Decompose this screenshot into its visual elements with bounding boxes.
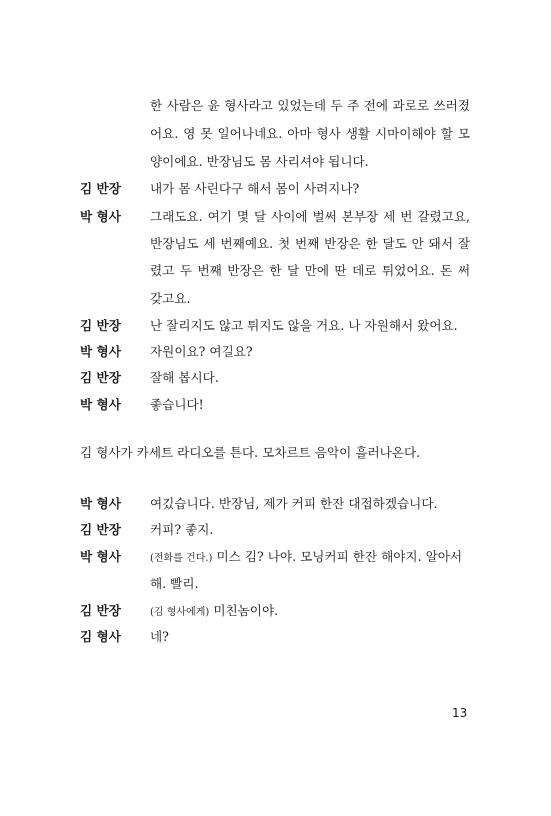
speaker-name: 김 반장 <box>80 370 121 385</box>
dialogue-line: 양이에요. 반장님도 몸 사리셔야 됩니다. <box>150 154 369 169</box>
stage-direction: 김 형사가 카세트 라디오를 튼다. 모차르트 음악이 흘러나온다. <box>80 445 421 460</box>
stage-direction-inline: (김 형사에게) <box>150 607 210 618</box>
dialogue-line: 어요. 영 못 일어나네요. 아마 형사 생활 시마이해야 할 모 <box>150 126 470 141</box>
speaker-name: 김 반장 <box>80 522 121 537</box>
stage-direction-inline: (전화를 건다.) <box>150 553 213 564</box>
dialogue-line <box>150 549 470 567</box>
dialogue-line: 커피? 좋지. <box>150 522 214 537</box>
speaker-name: 박 형사 <box>80 397 121 412</box>
speaker-name: 김 반장 <box>80 318 121 333</box>
dialogue-line <box>150 603 470 621</box>
speaker-name: 박 형사 <box>80 549 121 564</box>
speaker-name: 박 형사 <box>80 209 121 224</box>
speaker-name: 박 형사 <box>80 344 121 359</box>
dialogue-line: 잘해 봅시다. <box>150 370 219 385</box>
dialogue-line: 난 잘리지도 않고 튀지도 않을 거요. 나 자원해서 왔어요. <box>150 318 458 333</box>
speaker-name: 김 반장 <box>80 603 121 618</box>
dialogue-line: 갖고요. <box>150 291 191 306</box>
dialogue-line: 좋습니다! <box>150 397 204 412</box>
dialogue-line: 해. 빨리. <box>150 576 199 591</box>
dialogue-line: 네? <box>150 629 169 644</box>
dialogue-line: 자원이요? 여길요? <box>150 344 253 359</box>
dialogue-line: 렸고 두 번째 반장은 한 달 만에 딴 데로 튀었어요. 돈 써 <box>150 263 470 278</box>
page-number: 13 <box>452 706 468 720</box>
speaker-name: 박 형사 <box>80 496 121 511</box>
dialogue-line: 반장님도 세 번째예요. 첫 번째 반장은 한 달도 안 돼서 잘 <box>150 236 470 251</box>
dialogue-line: 그래도요. 여기 몇 달 사이에 벌써 본부장 세 번 갈렸고요, <box>150 209 470 224</box>
speaker-name: 김 형사 <box>80 629 121 644</box>
dialogue-text: 미친놈이야. <box>213 603 279 618</box>
dialogue-line: 여깄습니다. 반장님, 제가 커피 한잔 대접하겠습니다. <box>150 496 438 511</box>
dialogue-text: 미스 김? 나야. 모닝커피 한잔 해야지. 알아서 <box>216 549 463 564</box>
dialogue-line: 한 사람은 윤 형사라고 있었는데 두 주 전에 과로로 쓰러졌 <box>150 98 470 113</box>
speaker-name: 김 반장 <box>80 181 121 196</box>
dialogue-line: 내가 몸 사린다구 해서 몸이 사려지나? <box>150 181 360 196</box>
